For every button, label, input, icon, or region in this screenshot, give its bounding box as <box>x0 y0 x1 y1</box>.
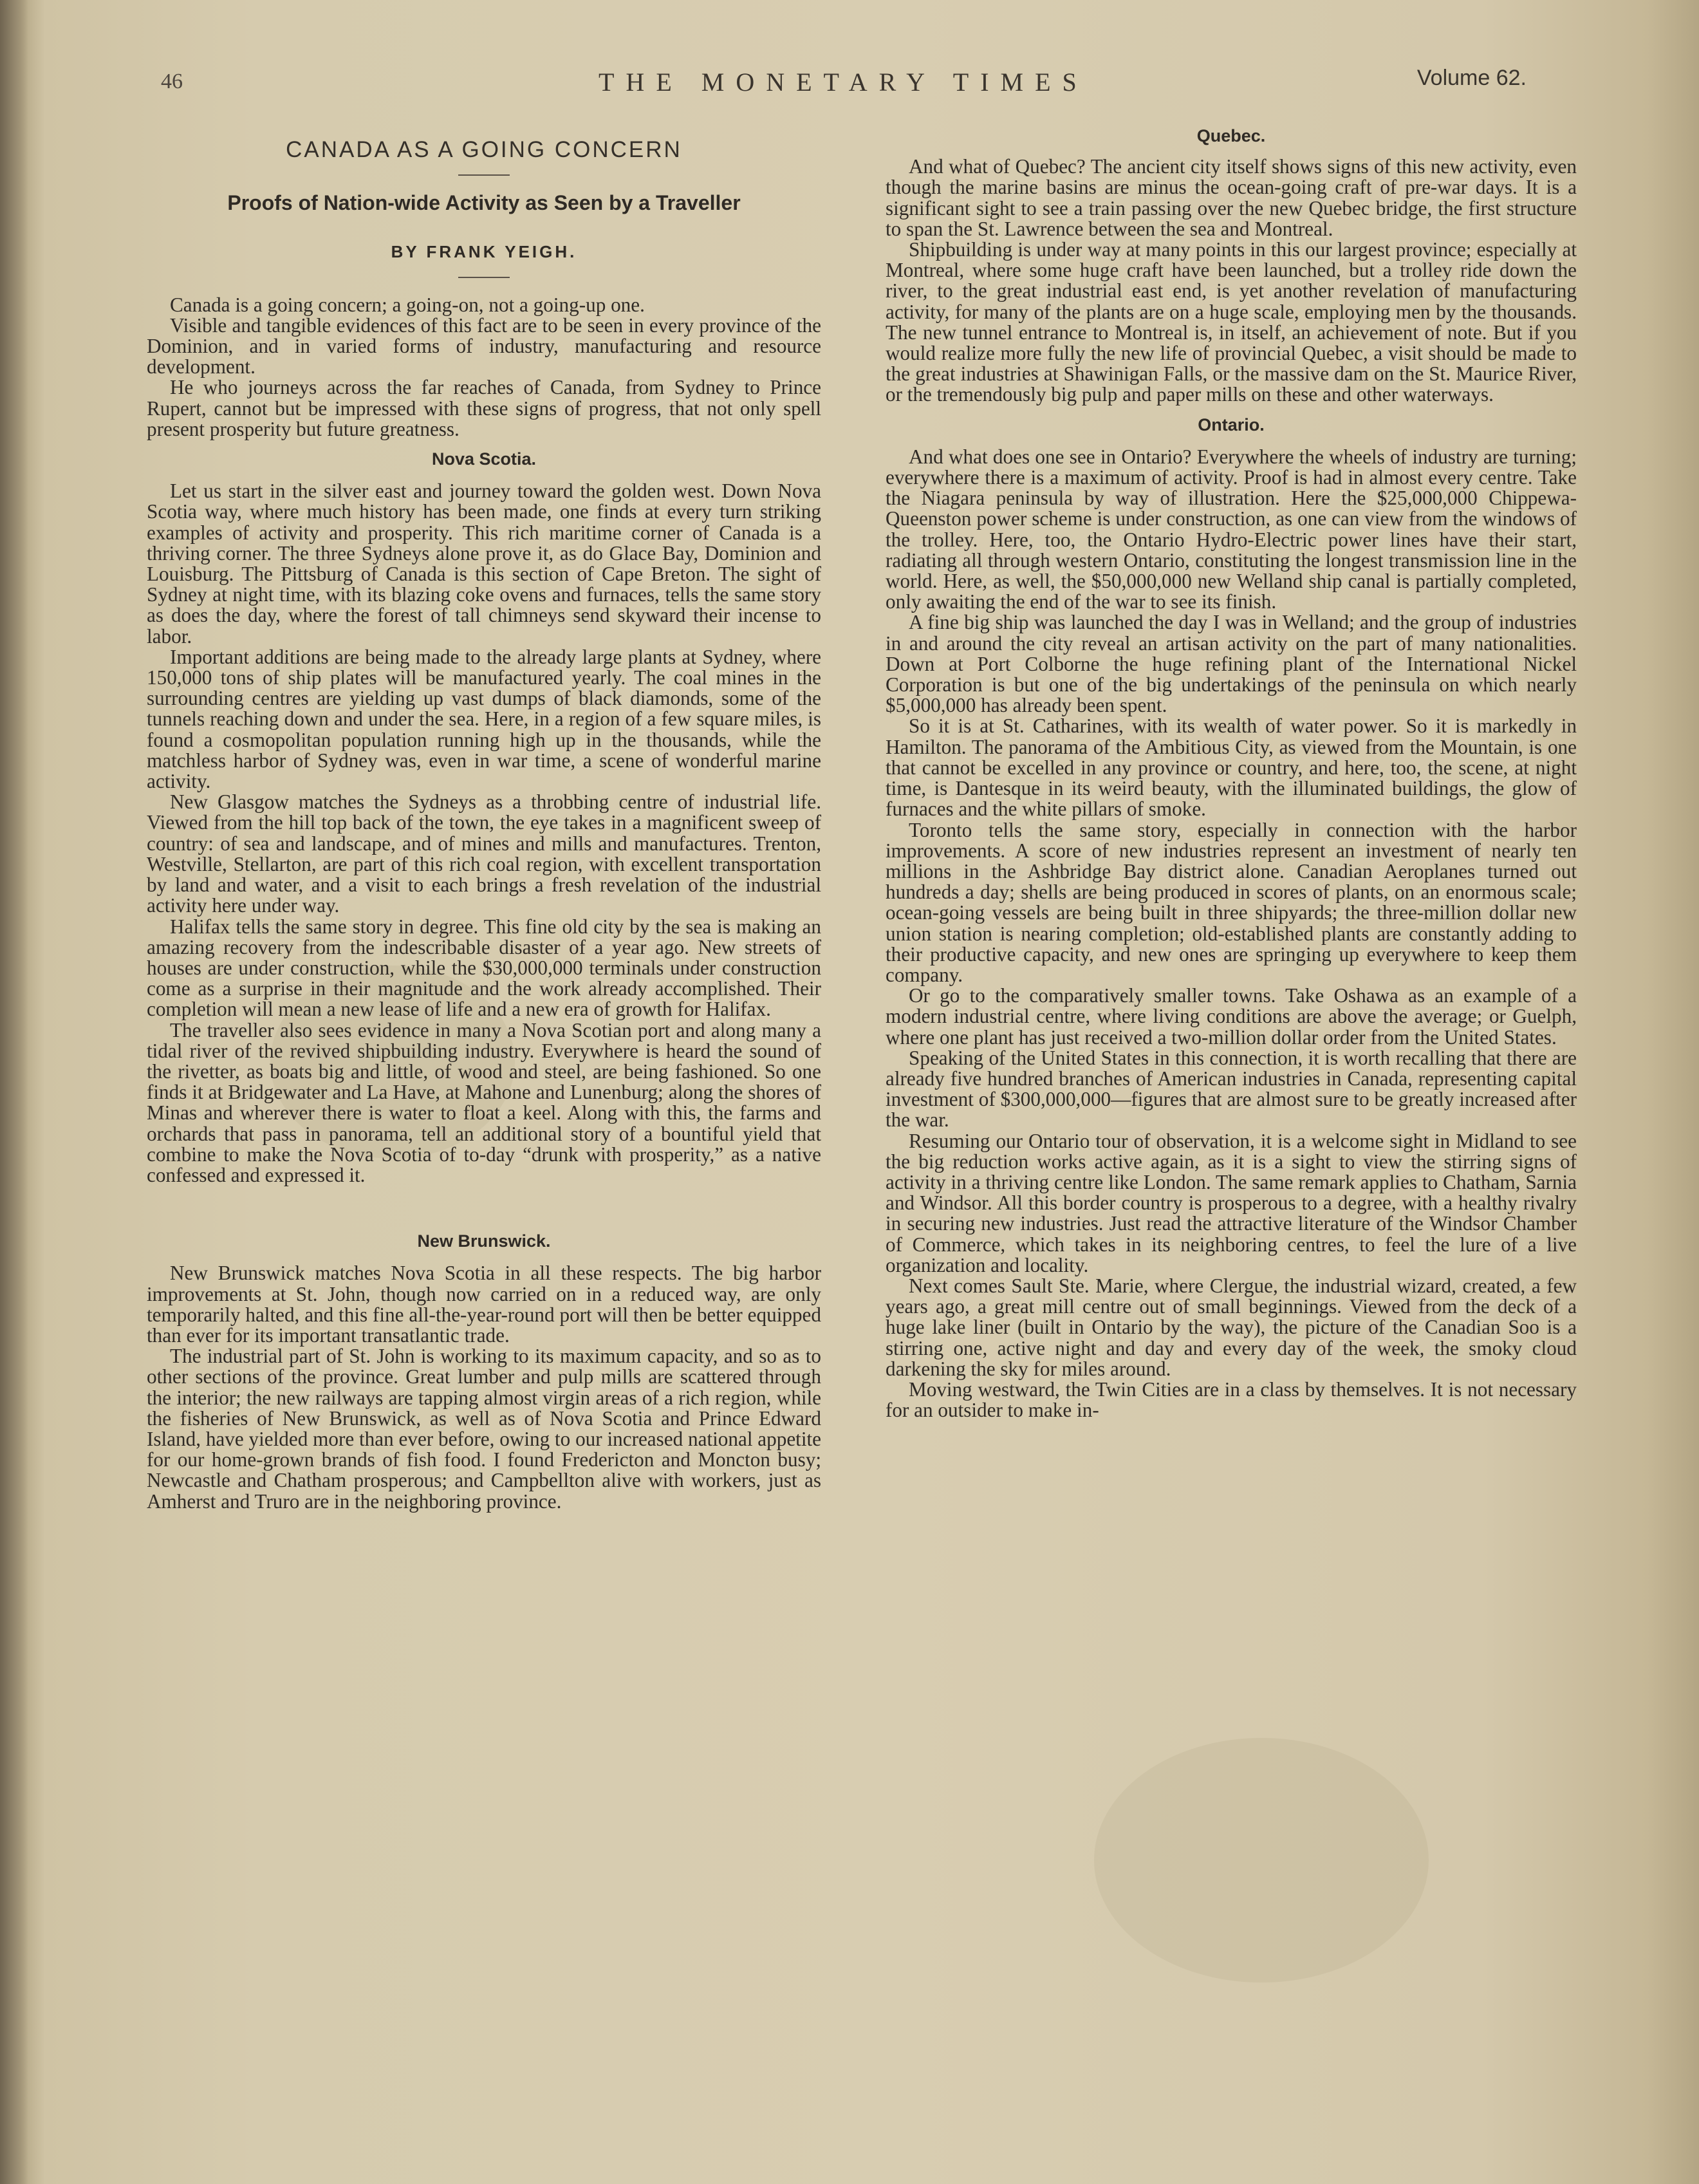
ontario-paragraph: Or go to the comparatively smaller towns. Take Oshawa as an example of a modern industrial centre, where living conditions are above the average; or Guelph, where one plant has just received a two-million dollar order from the United States. <box>886 984 1577 1049</box>
ontario-paragraph: Speaking of the United States in this connection, it is worth recalling that there are already five hundred branches of American industries in Canada, representing capital investment of $300,000,000—figures that are almost sure to be greatly increased after the war. <box>886 1046 1577 1132</box>
title-rule <box>458 174 510 176</box>
nova-scotia-paragraph: Let us start in the silver east and journey toward the golden west. Down Nova Scotia way, where much history has been made, one finds at every turn striking examples of activity and prosperity. This rich maritime corner of Canada is a thriving corner. The three Sydneys alone prove it, as do Glace Bay, Dominion and Louisburg. The Pittsburg of Canada is this section of Cape Breton. The sight of Sydney at night time, with its blazing coke ovens and furnaces, tells the same story as does the day, where the forest of tall chimneys send skyward their incense to labor. <box>147 480 821 648</box>
section-heading-quebec: Quebec. <box>1196 126 1266 145</box>
ontario-paragraph: A fine big ship was launched the day I was in Welland; and the group of industries in and around the city reveal an artisan activity on the part of many nationalities. Down at Port Colborne the huge refining plant of the International Nickel Corporation is but one of the big undertakings of the peninsula on which nearly $5,000,000 has already been spent. <box>886 611 1577 717</box>
article-byline: BY FRANK YEIGH. <box>391 242 577 262</box>
nova-scotia-paragraph: Halifax tells the same story in degree. This fine old city by the sea is making an amazing recovery from the indescribable disaster of a year ago. New streets of houses are under construction, while the $30,000,000 terminals under construction come as a surprise in their magnitude and the work already accomplished. Their completion will mean a new lease of life and a new era of growth for Halifax. <box>147 915 821 1021</box>
quebec-paragraph: And what of Quebec? The ancient city itself shows signs of this new activity, even though the marine basins are minus the ocean-going craft of pre-war days. It is a significant sight to see a train passing over the new Quebec bridge, the first structure to span the St. Lawrence between the sea and Montreal. <box>886 155 1577 240</box>
ontario-paragraph: And what does one see in Ontario? Everywhere the wheels of industry are turning; everywhere there is a maximum of activity. Proof is had in almost every centre. Take the Niagara peninsula by way of illustration. Here the $25,000,000 Chippewa-Queenston power scheme is under construction, as one can view from the windows of the trolley. Here, too, the Ontario Hydro-Electric power lines have their start, radiating all through western Ontario, constituting the longest transmission line in the world. Here, as well, the $50,000,000 new Welland ship canal is partially completed, only awaiting the end of the war to see its finish. <box>886 445 1577 613</box>
nova-scotia-paragraph: New Glasgow matches the Sydneys as a throbbing centre of industrial life. Viewed from the hill top back of the town, the eye takes in a magnificent sweep of country: of sea and landscape, and of mines and mills and manufactures. Trenton, Westville, Stellarton, are part of this rich coal region, with excellent transportation by land and water, and a visit to each brings a fresh revelation of the industrial activity here under way. <box>147 790 821 917</box>
page-binding-shadow <box>0 0 28 2184</box>
left-column <box>147 126 821 1512</box>
ontario-paragraph: Next comes Sault Ste. Marie, where Clergue, the industrial wizard, created, a few years ago, a great mill centre out of small beginnings. Viewed from the deck of a huge lake liner (built in Ontario by the way), the picture of the Canadian Soo is a stirring one, active night and day and every day of the week, the smoky cloud darkening the sky for miles around. <box>886 1274 1577 1380</box>
ontario-paragraph: Resuming our Ontario tour of observation, it is a welcome sight in Midland to see the big reduction works active again, as it is a sight to view the stirring signs of activity in a thriving centre like London. The same remark applies to Chatham, Sarnia and Windsor. All this border country is prosperous to a degree, with a healthy rivalry in securing new industries. Just read the attractive literature of the Windsor Chamber of Commerce, which takes in its neighboring centres, to feel the lure of a live organization and locality. <box>886 1129 1577 1276</box>
nova-scotia-paragraph: The traveller also sees evidence in many a Nova Scotian port and along many a tidal river of the revived shipbuilding industry. Everywhere is heard the sound of the rivetter, as boats big and little, of wood and steel, are being fashioned. So one finds it at Bridgewater and La Have, at Mahone and Lunenburg; along the shores of Minas and wherever there is water to float a keel. Along with this, the farms and orchards that pass in panorama, tell an additional story of a bountiful yield that combine to make the Nova Scotia of to-day “drunk with prosperity,” as a native confessed and expressed it. <box>147 1018 821 1186</box>
section-heading-ontario: Ontario. <box>1198 415 1265 434</box>
ontario-paragraph: So it is at St. Catharines, with its wealth of water power. So it is markedly in Hamilton. The panorama of the Ambitious City, as viewed from the Mountain, is one that cannot be excelled in any province or country, and here, too, the scene, at night time, is Dantesque in its weird beauty, with the illuminated buildings, the glow of furnaces and the white pillars of smoke. <box>886 714 1577 821</box>
article-subtitle: Proofs of Nation-wide Activity as Seen by a Traveller <box>227 191 741 215</box>
intro-paragraph: He who journeys across the far reaches of Canada, from Sydney to Prince Rupert, cannot but be impressed with these signs of progress, that not only spell present prosperity but future greatness. <box>147 376 821 440</box>
volume-label: Volume 62. <box>1416 66 1527 90</box>
intro-paragraph: Visible and tangible evidences of this fact are to be seen in every province of the Dominion, and in varied forms of industry, manufacturing and resource development. <box>147 313 821 378</box>
section-heading-nova-scotia: Nova Scotia. <box>431 449 537 469</box>
ontario-paragraph: Moving westward, the Twin Cities are in a class by themselves. It is not necessary for an outsider to make in- <box>886 1377 1577 1422</box>
section-heading-new-brunswick: New Brunswick. <box>417 1231 551 1251</box>
paper-stain <box>1094 1738 1429 1983</box>
article-title: CANADA AS A GOING CONCERN <box>286 137 682 162</box>
new-brunswick-paragraph: The industrial part of St. John is working to its maximum capacity, and so as to other sections of the province. Great lumber and pulp mills are scattered through the interior; the new railways are tapping almost virgin areas of a rich region, while the fisheries of New Brunswick, as well as of Nova Scotia and Prince Edward Island, have yielded more than ever before, owing to our increased national appetite for our home-grown brands of fish food. I found Fredericton and Moncton busy; Newcastle and Chatham prosperous; and Campbellton alive with workers, just as Amherst and Truro are in the neighboring province. <box>147 1345 821 1513</box>
running-head <box>161 64 1538 103</box>
byline-rule <box>458 277 510 278</box>
page-number: 46 <box>161 70 183 93</box>
right-column <box>886 126 1577 1421</box>
quebec-paragraph: Shipbuilding is under way at many points in this our largest province; especially at Montreal, where some huge craft have been launched, but a trolley ride down the river, to the great industrial east end, is yet another revelation of manufacturing activity, for many of the plants are on a huge scale, employing men by the thousands. The new tunnel entrance to Montreal is, in itself, an achievement of note. But if you would realize more fully the new life of provincial Quebec, a visit should be made to the great industries at Shawinigan Falls, or the massive dam on the St. Maurice River, or the tremendously big pulp and paper mills on these and other waterways. <box>886 238 1577 406</box>
ontario-paragraph: Toronto tells the same story, especially in connection with the harbor improvements. A score of new industries represent an investment of nearly ten millions in the Ashbridge Bay district alone. Canadian Aeroplanes turned out hundreds a day; shells are being produced in scores of plants, on an enormous scale; ocean-going vessels are being built in three shipyards; the three-million dollar new union station is nearing completion; old-established plants are constantly adding to their productive capacity, and new ones are springing up everywhere to keep them company. <box>886 818 1577 986</box>
new-brunswick-paragraph: New Brunswick matches Nova Scotia in all these respects. The big harbor improvements at St. John, though now carried on in a reduced way, are only temporarily halted, and this fine all-the-year-round port will then be better equipped than ever for its important transatlantic trade. <box>147 1262 821 1347</box>
nova-scotia-paragraph: Important additions are being made to the already large plants at Sydney, where 150,000 tons of ship plates will be manufactured yearly. The coal mines in the surrounding centres are yielding up vast dumps of black diamonds, some of the tunnels reaching down and under the sea. Here, in a region of a few square miles, is found a cosmopolitan population running high up in the thousands, while the matchless harbor of Sydney was, even in war time, a scene of wonderful marine activity. <box>147 645 821 793</box>
intro-paragraph: Canada is a going concern; a going-on, not a going-up one. <box>170 293 645 316</box>
section-gap <box>147 1186 821 1222</box>
masthead: THE MONETARY TIMES <box>599 68 1088 97</box>
